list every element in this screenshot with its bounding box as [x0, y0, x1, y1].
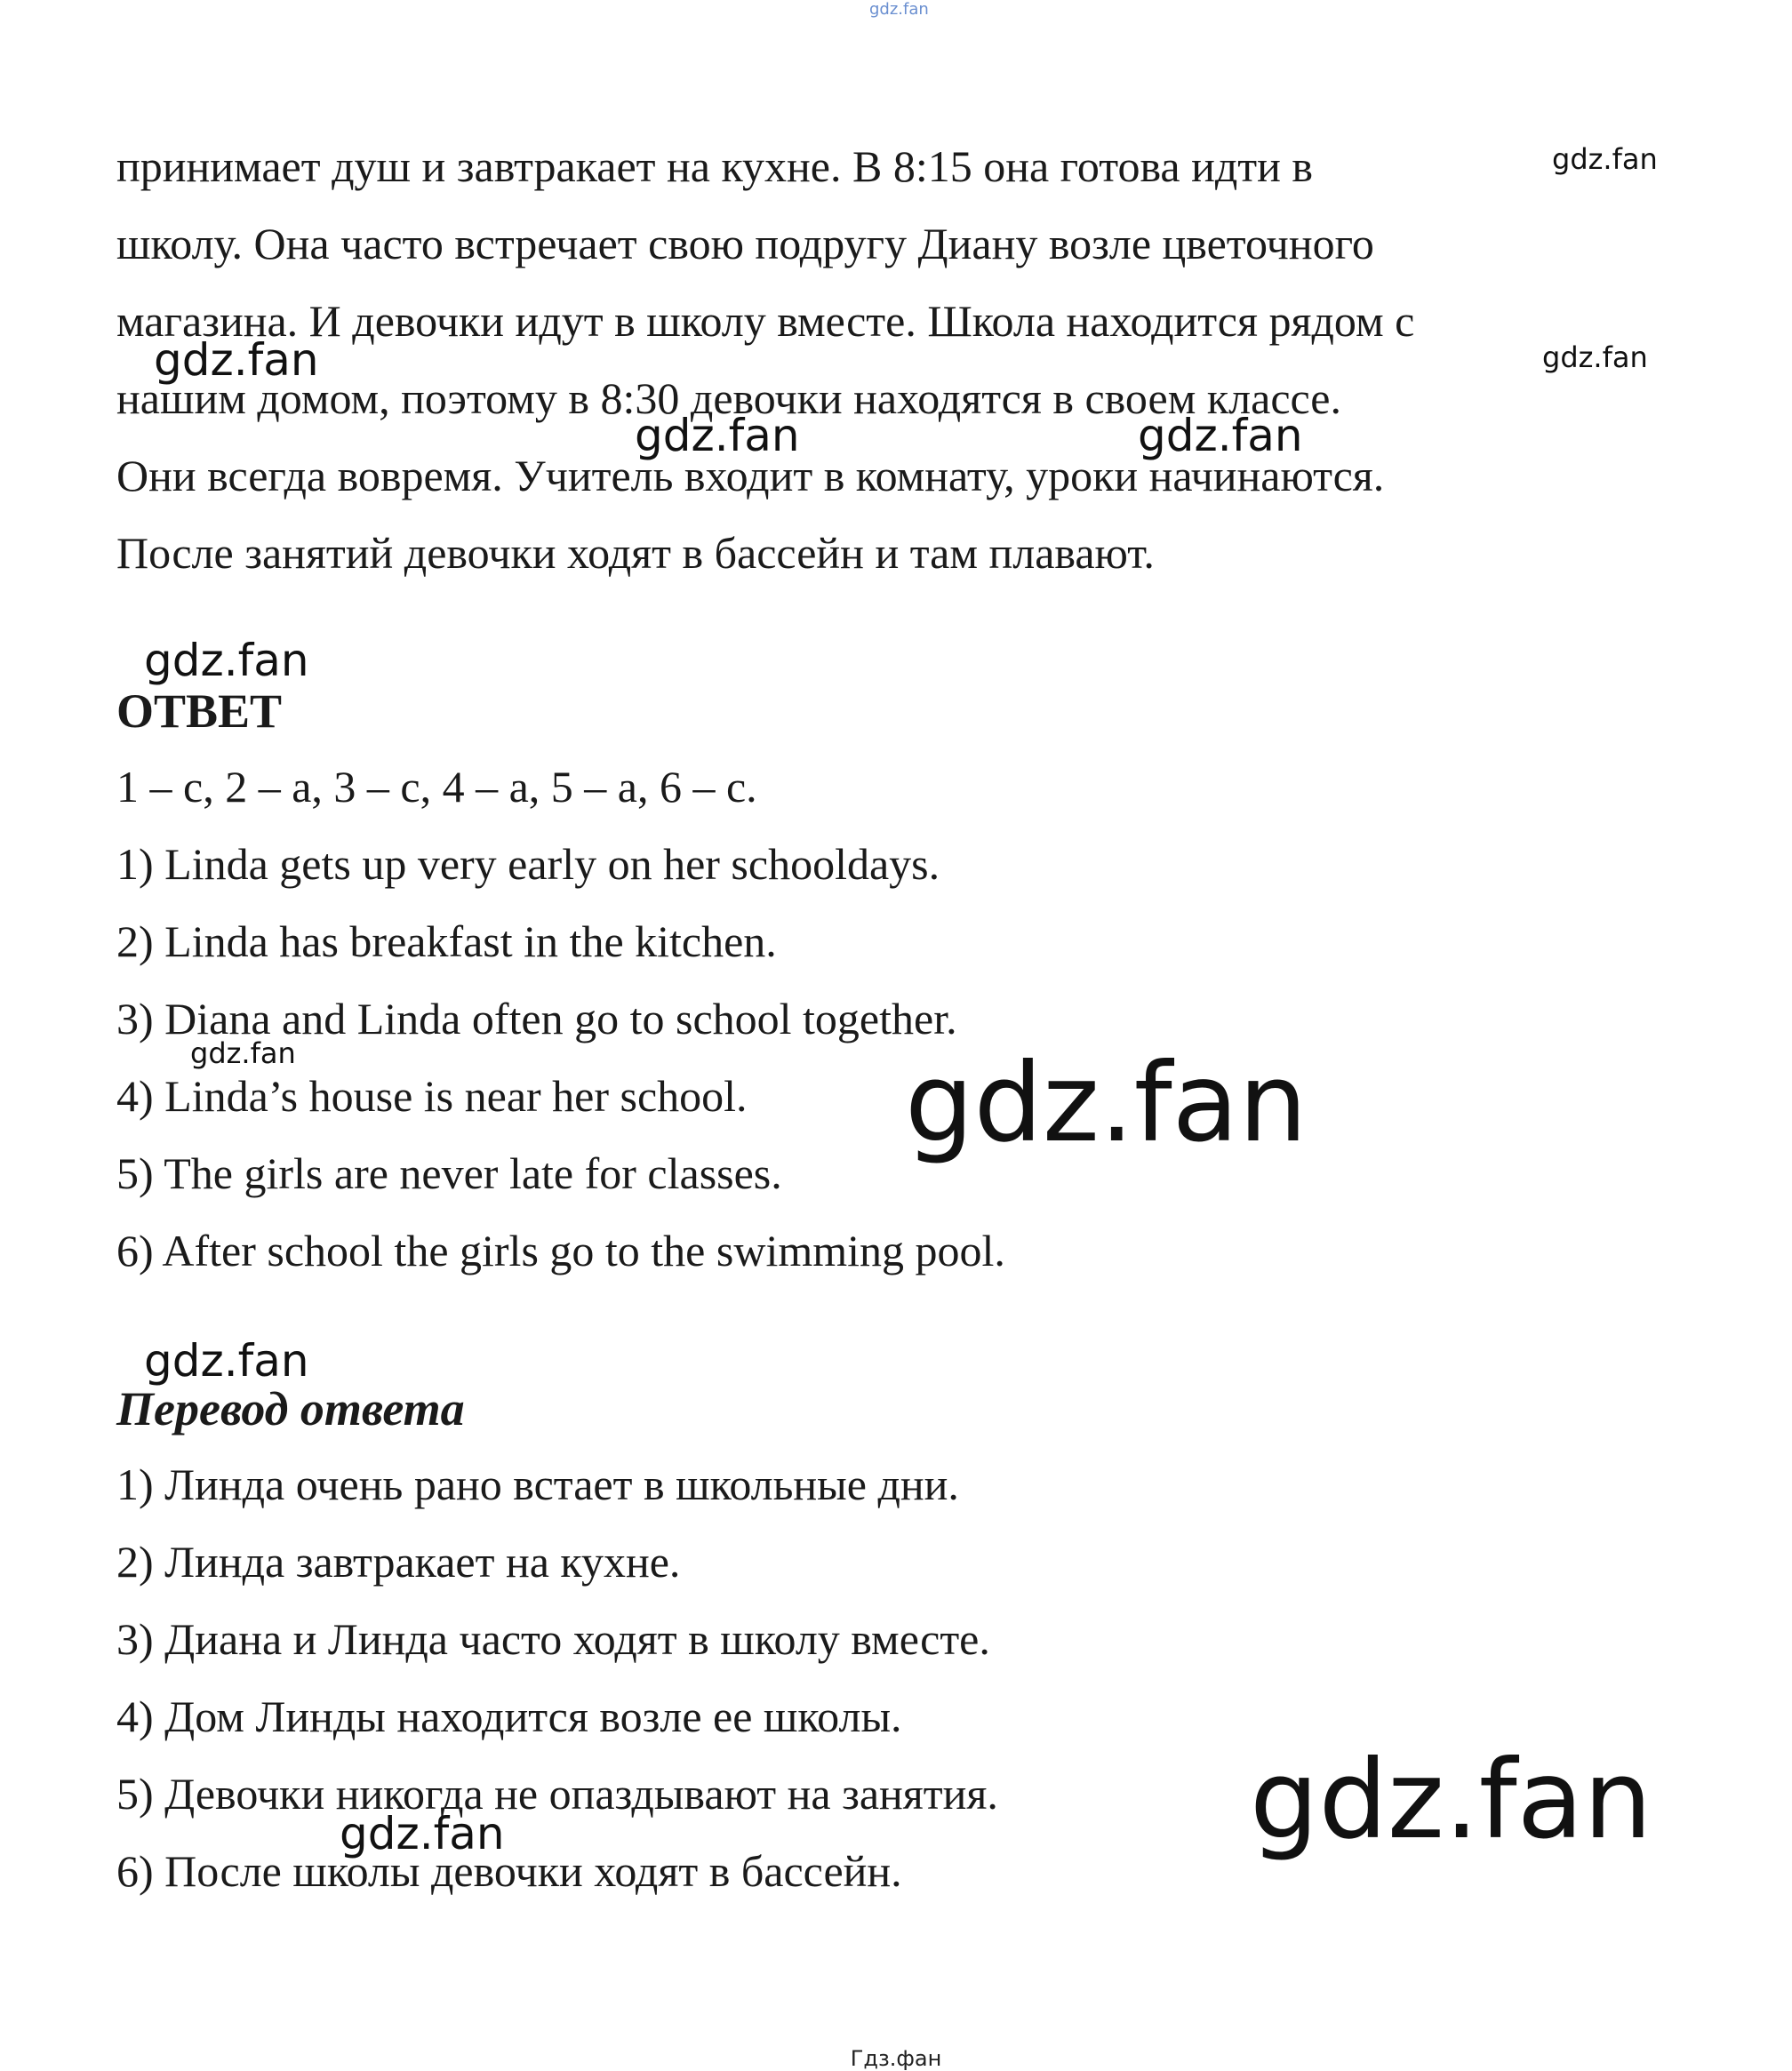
- translation-item: 2) Линда завтракает на кухне.: [116, 1537, 681, 1587]
- answer-heading: ОТВЕТ: [116, 684, 283, 738]
- answer-item: 3) Diana and Linda often go to school together.: [116, 994, 957, 1043]
- translation-item: 5) Девочки никогда не опаздывают на занятия.: [116, 1769, 998, 1819]
- answer-key: 1 – c, 2 – a, 3 – c, 4 – a, 5 – a, 6 – c.: [116, 762, 757, 812]
- translation-heading: Перевод ответа: [116, 1382, 465, 1435]
- watermark: gdz.fan: [144, 1335, 309, 1387]
- translation-item: 4) Дом Линды находится возле ее школы.: [116, 1691, 902, 1741]
- translation-item: 3) Диана и Линда часто ходят в школу вместе.: [116, 1614, 990, 1664]
- watermark: gdz.fan: [154, 334, 319, 386]
- passage-line: Они всегда вовремя. Учитель входит в комнату, уроки начинаются.: [116, 451, 1385, 500]
- answer-item: 4) Linda’s house is near her school.: [116, 1071, 748, 1121]
- answer-item: 5) The girls are never late for classes.: [116, 1148, 782, 1198]
- answer-item: 1) Linda gets up very early on her schooldays.: [116, 839, 940, 889]
- watermark: gdz.fan: [190, 1036, 296, 1070]
- watermark: gdz.fan: [635, 410, 800, 461]
- passage-line: После занятий девочки ходят в бассейн и там плавают.: [116, 528, 1155, 578]
- passage-line: принимает душ и завтракает на кухне. В 8:15 она готова идти в: [116, 141, 1314, 191]
- watermark: gdz.fan: [1552, 142, 1658, 176]
- watermark: gdz.fan: [905, 1040, 1308, 1166]
- passage-line: школу. Она часто встречает свою подругу Диану возле цветочного: [116, 219, 1374, 268]
- translation-item: 1) Линда очень рано встает в школьные дни.: [116, 1459, 959, 1509]
- translation-item: 6) После школы девочки ходят в бассейн.: [116, 1846, 902, 1896]
- watermark: gdz.fan: [144, 635, 309, 686]
- passage-line: магазина. И девочки идут в школу вместе. Школа находится рядом с: [116, 296, 1415, 346]
- page-footer: Гдз.фан: [850, 2046, 942, 2071]
- watermark: gdz.fan: [1138, 410, 1303, 461]
- answer-item: 6) After school the girls go to the swimming pool.: [116, 1226, 1005, 1275]
- top-watermark: gdz.fan: [869, 0, 929, 19]
- watermark: gdz.fan: [340, 1808, 505, 1859]
- answer-item: 2) Linda has breakfast in the kitchen.: [116, 916, 777, 966]
- passage-line: нашим домом, поэтому в 8:30 девочки находятся в своем классе.: [116, 373, 1342, 423]
- watermark: gdz.fan: [1250, 1737, 1652, 1863]
- watermark: gdz.fan: [1542, 340, 1648, 374]
